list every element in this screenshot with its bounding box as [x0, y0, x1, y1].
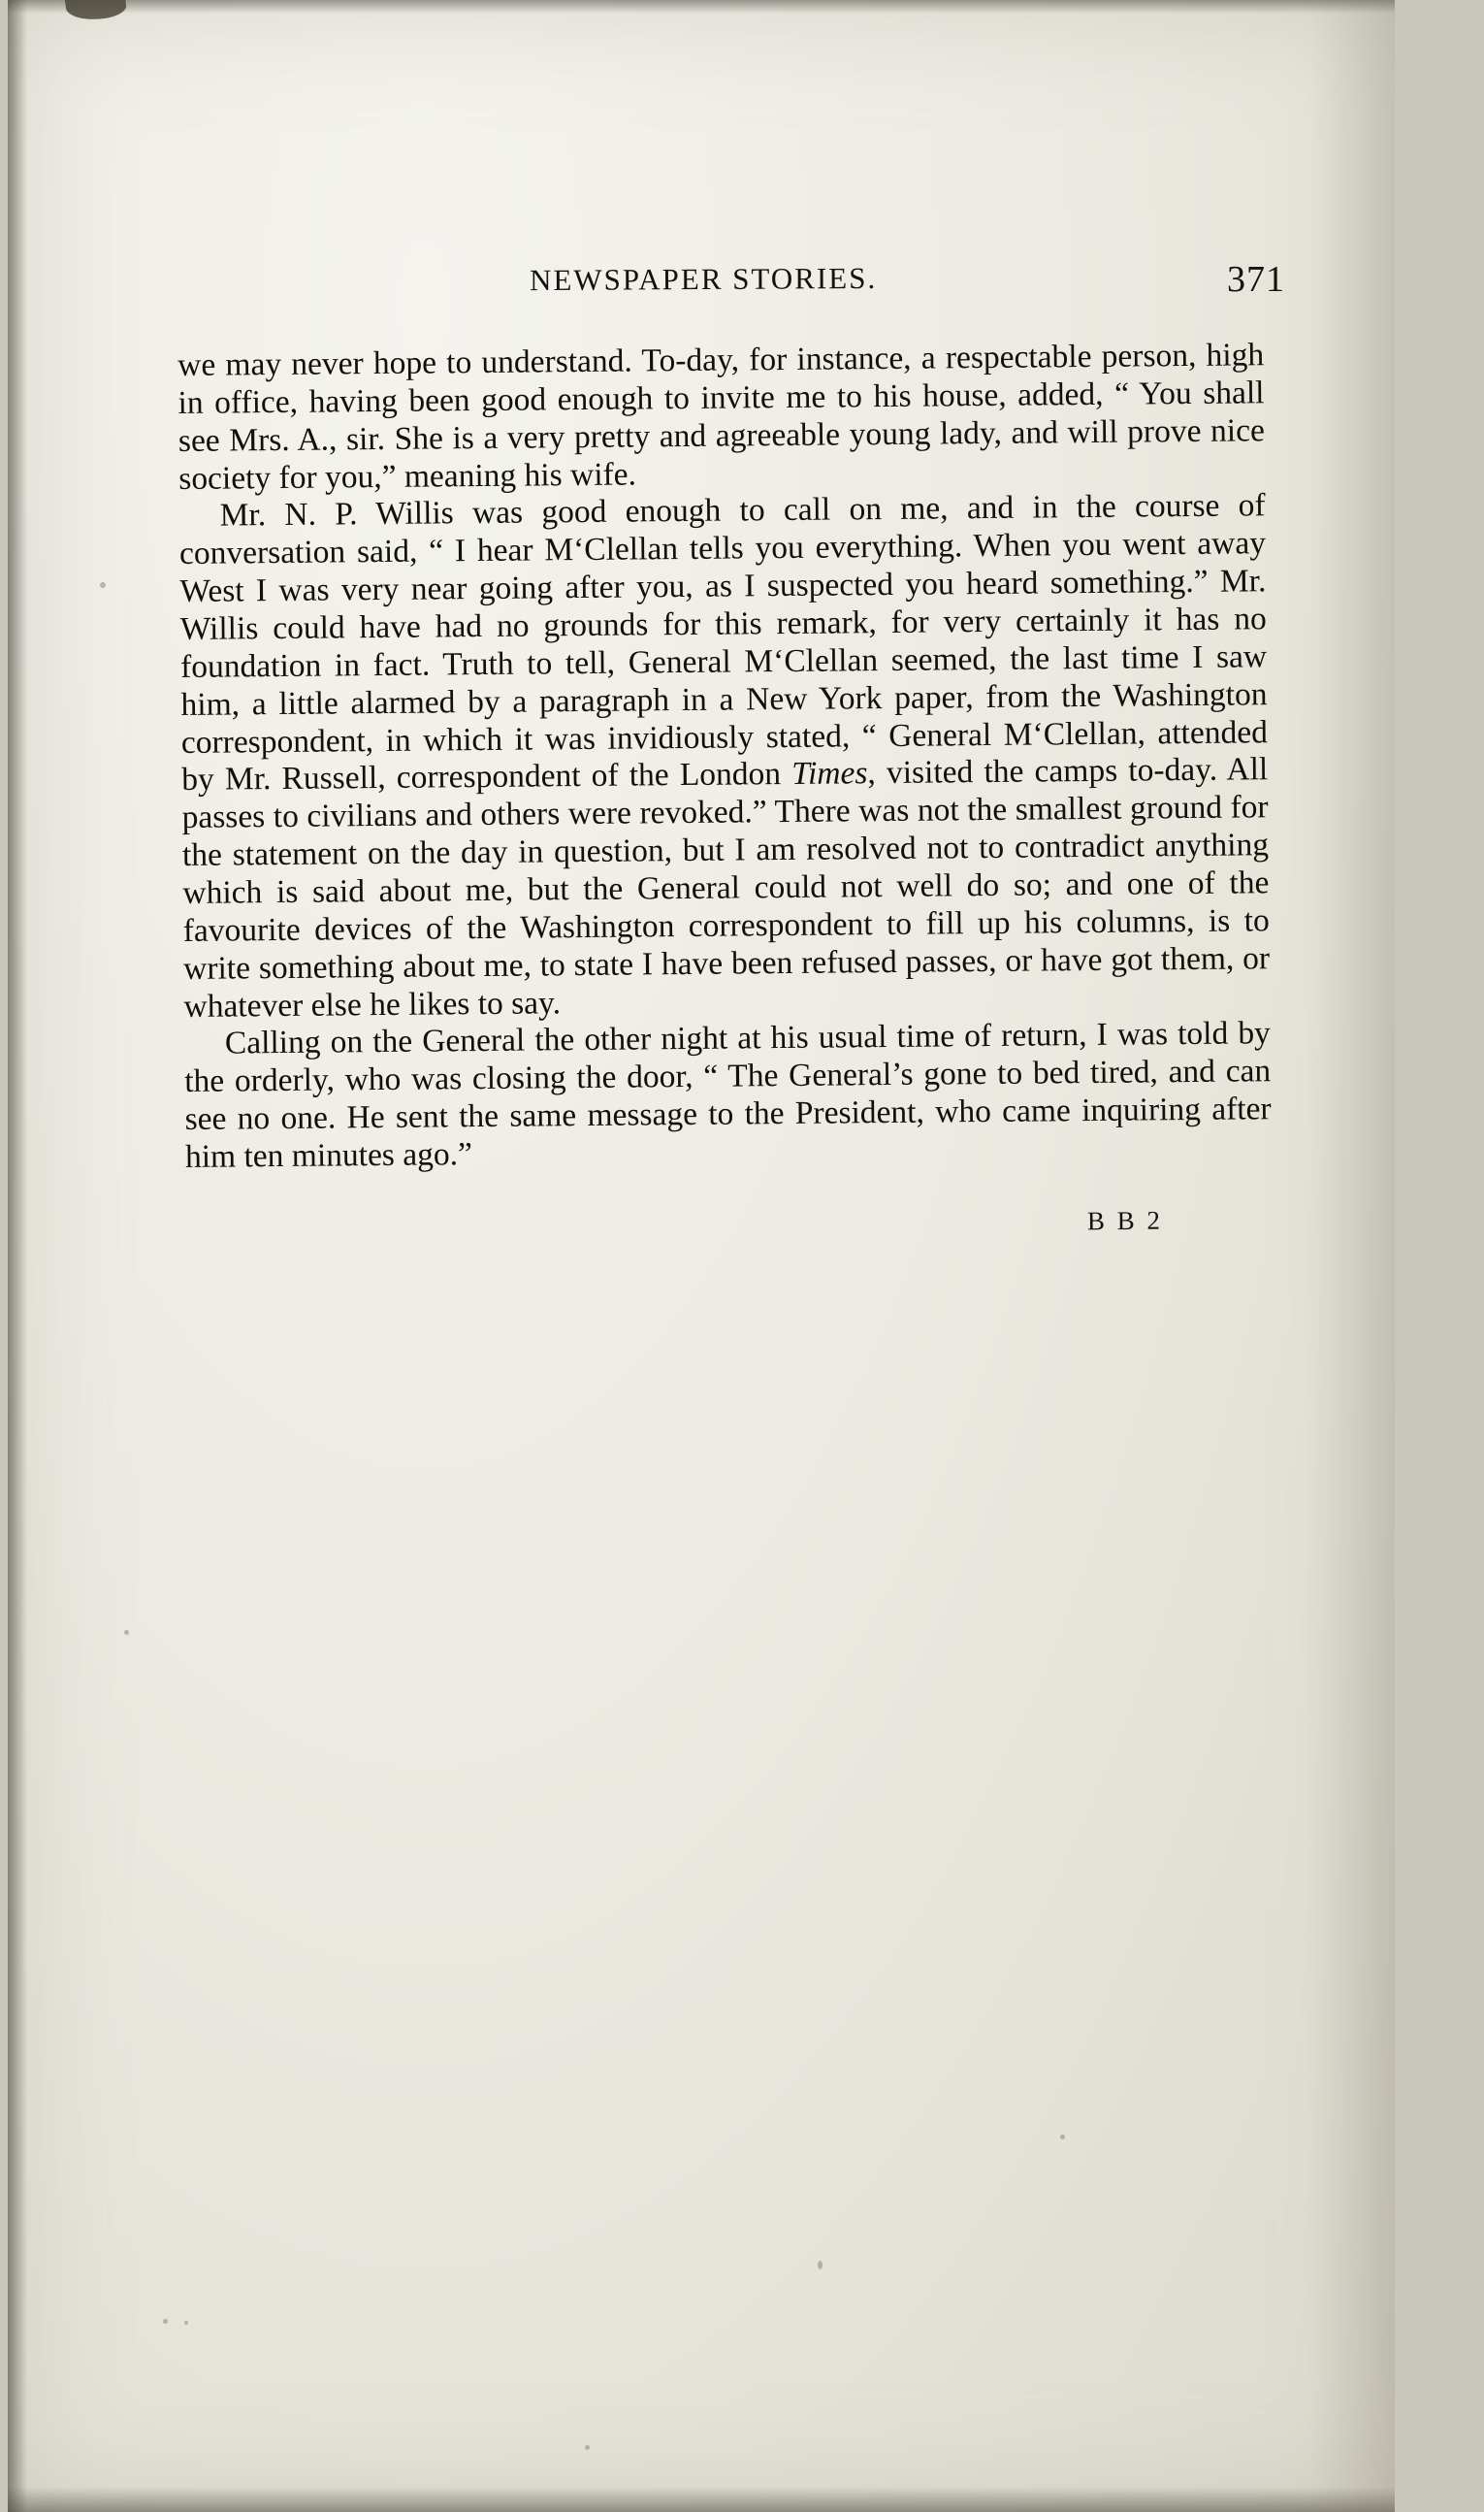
paper-speck: [1060, 2135, 1065, 2139]
paper-speck: [585, 2445, 590, 2450]
paper-speck: [163, 2319, 168, 2324]
paragraph: we may never hope to understand. To-day, for instance, a respectable person, high in office, having been good enough to invite me to his house, added, “ You shall see Mrs. A., sir. She is a very pretty and agreeable young lady, and will prove nice society for you,” meaning his wife.: [177, 337, 1266, 497]
paragraph: Mr. N. P. Willis was good enough to call on me, and in the course of conversation said, “ I hear M‘Clellan tells you everything. When you went away West I was very near going after you, as I suspected you heard something.” Mr. Willis could have had no grounds for this remark, for very certainly it has no foundation in fact. Truth to tell, General M‘Clellan seemed, the last time I saw him, a little alarmed by a paragraph in a New York paper, from the Washington correspondent, in which it was invidiously stated, “ General M‘Clellan, attended by Mr. Russell, correspondent of the London Times, visited the camps to-day. All passes to civilians and others were revoked.” There was not the smallest ground for the statement on the day in question, but I am resolved not to contradict anything which is said about me, but the General could not well do so; and one of the favourite devices of the Washington correspondent to fill up his columns, is to write something about me, to state I have been refused passes, or have got them, or whatever else he likes to say.: [178, 487, 1271, 1025]
page-left-edge-shadow: [8, 0, 27, 2512]
page-bottom-edge-shadow: [8, 2487, 1395, 2512]
paper-speck: [100, 582, 106, 588]
page-header: [177, 259, 1285, 320]
paper-sheet: [8, 0, 1395, 2512]
page-content: [177, 259, 1285, 1240]
page-corner-tear: [65, 0, 128, 23]
paper-speck: [124, 1630, 129, 1635]
page-top-edge-shadow: [8, 0, 1395, 14]
running-head: NEWSPAPER STORIES.: [529, 260, 878, 298]
paper-speck: [818, 2261, 823, 2269]
page-number: 371: [1227, 259, 1285, 300]
paper-speck: [184, 2321, 188, 2325]
body-text: [177, 337, 1272, 1177]
italic-title: Times: [791, 755, 868, 793]
signature-mark: B B 2: [1086, 1205, 1164, 1236]
paragraph: Calling on the General the other night at his usual time of return, I was told by the orderly, who was closing the door, “ The General’s gone to bed tired, and can see no one. He sent the same message to the President, who came inquiring after him ten minutes ago.”: [184, 1015, 1272, 1176]
